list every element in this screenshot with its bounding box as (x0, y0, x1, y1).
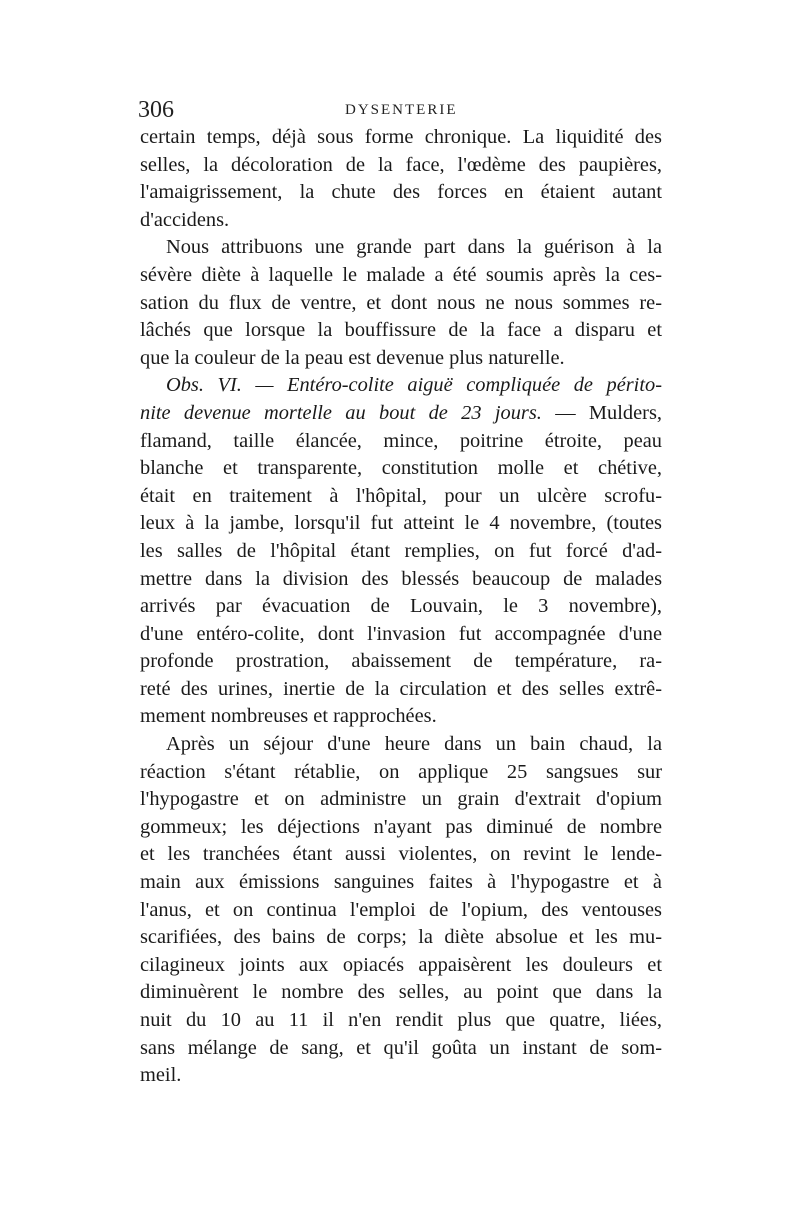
text-line: profonde prostration, abaissement de température, ra- (140, 650, 662, 673)
text-line: sans mélange de sang, et qu'il goûta un instant de som- (140, 1036, 662, 1059)
page-number: 306 (138, 97, 174, 123)
text-line: flamand, taille élancée, mince, poitrine étroite, peau (140, 429, 662, 452)
text-line: leux à la jambe, lorsqu'il fut atteint le 4 novembre, (toutes (140, 512, 662, 535)
text-line: Après un séjour d'une heure dans un bain chaud, la (166, 733, 662, 756)
text-line: les salles de l'hôpital étant remplies, on fut forcé d'ad- (140, 539, 662, 562)
text-line: scarifiées, des bains de corps; la diète absolue et les mu- (140, 926, 662, 949)
observation-title-end: nite devenue mortelle au bout de 23 jours. (140, 401, 542, 424)
text-line: que la couleur de la peau est devenue plus naturelle. (140, 346, 565, 369)
text-line: l'amaigrissement, la chute des forces en étaient autant (140, 181, 662, 204)
text-line: et les tranchées étant aussi violentes, on revint le lende- (140, 843, 662, 866)
text-line: mement nombreuses et rapprochées. (140, 705, 437, 728)
text-line: arrivés par évacuation de Louvain, le 3 novembre), (140, 595, 662, 618)
text-line: lâchés que lorsque la bouffissure de la face a disparu et (140, 319, 662, 342)
text-line: était en traitement à l'hôpital, pour un ulcère scrofu- (140, 484, 662, 507)
text-line (140, 400, 662, 428)
text-line: main aux émissions sanguines faites à l'hypogastre et à (140, 871, 662, 894)
text-line: meil. (140, 1064, 182, 1087)
patient-name: — Mulders, (555, 401, 662, 424)
text-line: cilagineux joints aux opiacés appaisèrent les douleurs et (140, 953, 662, 976)
text-line: diminuèrent le nombre des selles, au point que dans la (140, 981, 662, 1004)
text-line: l'hypogastre et on administre un grain d'extrait d'opium (140, 788, 662, 811)
text-line: mettre dans la division des blessés beaucoup de malades (140, 567, 662, 590)
text-line: l'anus, et on continua l'emploi de l'opium, des ventouses (140, 898, 662, 921)
text-line: réaction s'étant rétablie, on applique 25 sangsues sur (140, 760, 662, 783)
body-text (140, 124, 662, 1090)
observation-heading: Obs. VI. — Entéro-colite aiguë compliquée de périto- (166, 374, 662, 397)
text-line: blanche et transparente, constitution molle et chétive, (140, 457, 662, 480)
text-line: sévère diète à laquelle le malade a été soumis après la ces- (140, 263, 662, 286)
text-line: sation du flux de ventre, et dont nous ne nous sommes re- (140, 291, 662, 314)
text-line: certain temps, déjà sous forme chronique. La liquidité des (140, 126, 662, 148)
text-line: Nous attribuons une grande part dans la guérison à la (166, 236, 662, 259)
text-line: nuit du 10 au 11 il n'en rendit plus que quatre, liées, (140, 1009, 662, 1031)
text-line: d'accidens. (140, 208, 230, 231)
running-title: DYSENTERIE (345, 102, 458, 118)
text-line: selles, la décoloration de la face, l'œdème des paupières, (140, 153, 662, 176)
text-line: d'une entéro-colite, dont l'invasion fut accompagnée d'une (140, 622, 662, 645)
text-line: reté des urines, inertie de la circulation et des selles extrê- (140, 677, 662, 700)
text-line: gommeux; les déjections n'ayant pas diminué de nombre (140, 815, 662, 838)
page-header (138, 95, 662, 125)
